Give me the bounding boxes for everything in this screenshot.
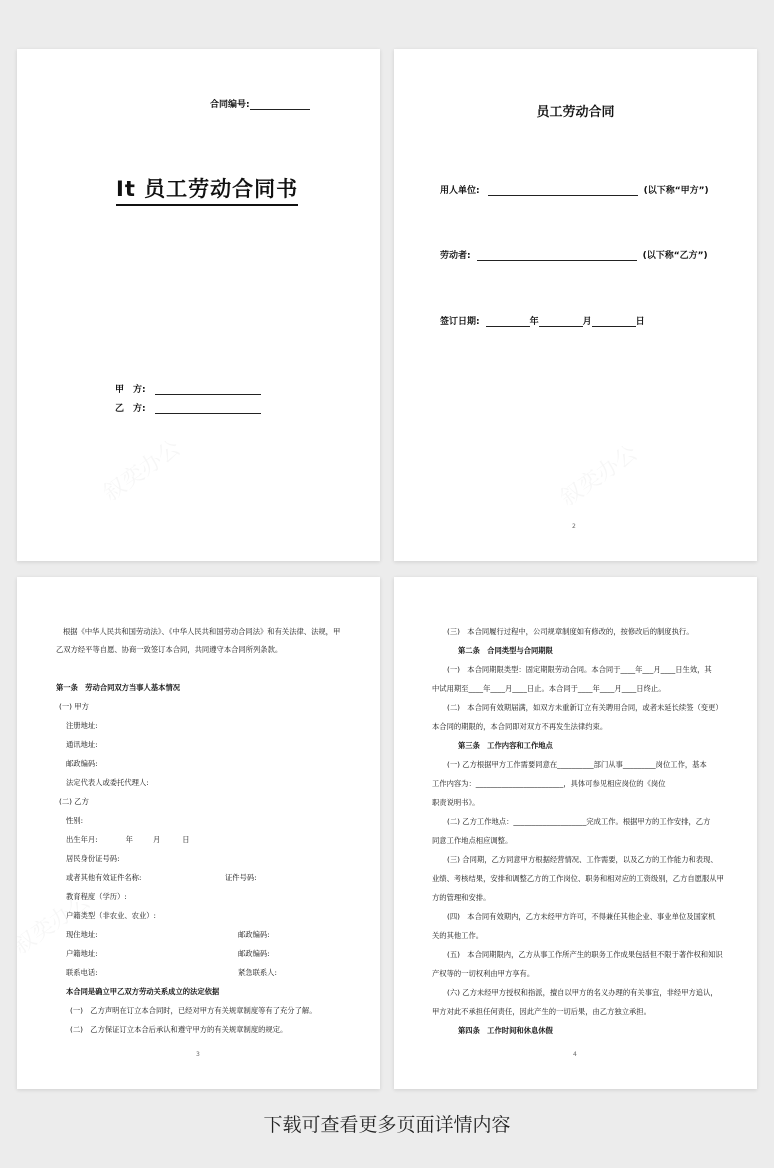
party-b-blank [155, 403, 261, 414]
cover-page [17, 49, 380, 561]
content-page-4 [394, 577, 757, 1089]
p4-line-1: (三) 本合同履行过程中，公司规章制度如有修改的，按修改后的制度执行。 [447, 627, 694, 636]
p4-line-6b: 业绩、考核结果，安排和调整乙方的工作岗位、职务和相对应的工资级别，乙方自愿服从甲 [432, 874, 724, 883]
postcode-label: 邮政编码: [66, 759, 98, 768]
article-1-heading: 第一条 劳动合同双方当事人基本情况 [56, 683, 181, 692]
year-blank [486, 316, 530, 327]
phone-label: 联系电话: [66, 968, 98, 977]
employer-row [440, 183, 709, 196]
birth-row [66, 835, 190, 844]
contract-title: 员工劳动合同 [536, 105, 615, 120]
article-2-heading: 第二条 合同类型与合同期限 [458, 646, 553, 655]
article-4-heading: 第四条 工作时间和休息休假 [458, 1026, 553, 1035]
hukou-postcode-label: 邮政编码: [238, 949, 270, 958]
p4-line-5b: 同意工作地点相应调整。 [432, 836, 513, 845]
current-postcode-label: 邮政编码: [238, 930, 270, 939]
p4-line-2a: (一) 本合同期限类型：固定期限劳动合同。本合同于____年___月____日生效，其 [447, 665, 712, 674]
birth-day: 日 [182, 835, 190, 844]
p4-line-9a: (六) 乙方未经甲方授权和指派，擅自以甲方的名义办理的有关事宜，非经甲方追认， [447, 988, 718, 997]
employer-suffix: (以下称“甲方”) [643, 186, 709, 196]
p4-line-2b: 中试用期至____年____月____日止。本合同于____年____月____日终止。 [432, 684, 666, 693]
sign-date-label: 签订日期: [440, 317, 480, 327]
contract-number-row [210, 97, 310, 110]
p4-line-8a: (五) 本合同期限内，乙方从事工作所产生的职务工作成果包括但不限于著作权和知识 [447, 950, 723, 959]
p4-line-7a: (四) 本合同有效期内，乙方未经甲方许可，不得兼任其他企业、事业单位及国家机 [447, 912, 716, 921]
employer-label: 用人单位: [440, 186, 480, 196]
emergency-contact-label: 紧急联系人: [238, 968, 277, 977]
party-a-row [115, 382, 261, 395]
p4-line-4a: (一) 乙方根据甲方工作需要同意在__________部门从事_________岗位工作，基本 [447, 760, 707, 769]
birth-month: 月 [152, 835, 161, 844]
party-a-heading: (一) 甲方 [59, 702, 89, 711]
worker-blank [477, 250, 637, 261]
clause-2: (二) 乙方保证订立本合后承认和遵守甲方的有关规章制度的规定。 [70, 1025, 288, 1034]
article-3-heading: 第三条 工作内容和工作地点 [458, 741, 553, 750]
content-page-3 [17, 577, 380, 1089]
party-b-heading: (二) 乙方 [59, 797, 89, 806]
clause-1: (一) 乙方声明在订立本合同时，已经对甲方有关规章制度等有了充分了解。 [70, 1006, 317, 1015]
page-number: 4 [573, 1051, 577, 1058]
p4-line-3b: 本合同的期限的，本合同即对双方不再发生法律约束。 [432, 722, 608, 731]
day-blank [592, 316, 636, 327]
other-cert-label: 或者其他有效证件名称: [66, 873, 142, 882]
page-number: 2 [572, 523, 576, 530]
year-label: 年 [529, 317, 539, 327]
mailing-address-label: 通讯地址: [66, 740, 98, 749]
current-address-label: 现住地址: [66, 930, 98, 939]
hukou-address-label: 户籍地址: [66, 949, 98, 958]
birth-year: 年 [125, 835, 133, 844]
month-blank [539, 316, 583, 327]
birth-label: 出生年月: [66, 835, 98, 844]
p4-line-4b: 工作内容为：________________________，具体可参见相应岗位的《岗位 [432, 779, 666, 788]
p4-line-7b: 关的其他工作。 [432, 931, 484, 940]
intro-line-1: 根据《中华人民共和国劳动法》、《中华人民共和国劳动合同法》和有关法律、法规，甲 [63, 627, 341, 636]
legal-basis-heading: 本合同是确立甲乙双方劳动关系成立的法定依据 [66, 987, 220, 996]
p4-line-9b: 甲方对此不承担任何责任，因此产生的一切后果，由乙方独立承担。 [432, 1007, 651, 1016]
cover-title: It 员工劳动合同书 [116, 173, 298, 206]
p4-line-3a: (二) 本合同有效期届满，如双方未重新订立有关聘用合同，或者未延长续签（变更） [447, 703, 723, 712]
title-page [394, 49, 757, 561]
registered-address-label: 注册地址: [66, 721, 98, 730]
id-number-label: 居民身份证号码: [66, 854, 120, 863]
month-label: 月 [582, 317, 592, 327]
contract-number-blank [250, 100, 310, 110]
p4-line-6c: 方的管理和安排。 [432, 893, 491, 902]
hukou-type-label: 户籍类型（非农业、农业）: [66, 911, 157, 920]
worker-suffix: (以下称“乙方”) [642, 251, 708, 261]
party-b-row [115, 401, 261, 414]
p4-line-4c: 职责说明书》。 [432, 798, 480, 807]
download-caption: 下载可查看更多页面详情内容 [263, 1114, 511, 1136]
worker-row [440, 248, 708, 261]
intro-line-2: 乙双方经平等自愿、协商一致签订本合同，共同遵守本合同所列条款。 [56, 645, 283, 654]
party-a-label: 甲 方: [115, 385, 146, 395]
education-label: 教育程度（学历）: [66, 892, 127, 901]
watermark [553, 437, 643, 513]
day-label: 日 [635, 317, 645, 327]
party-a-blank [155, 384, 261, 395]
gender-label: 性别: [66, 816, 84, 825]
worker-label: 劳动者: [440, 251, 471, 261]
page-number: 3 [196, 1051, 200, 1058]
cert-number-label: 证件号码: [225, 873, 257, 882]
p4-line-6a: (三) 合同期，乙方同意甲方根据经营情况、工作需要，以及乙方的工作能力和表现、 [447, 855, 718, 864]
watermark [96, 432, 186, 508]
p4-line-8b: 产权等的一切权利由甲方享有。 [432, 969, 535, 978]
employer-blank [488, 185, 638, 196]
p4-line-5a: (二) 乙方工作地点：____________________完成工作。根据甲方的工作安排，乙方 [447, 817, 711, 826]
sign-date-row [440, 314, 645, 327]
legal-rep-label: 法定代表人或委托代理人: [66, 778, 149, 787]
party-b-label: 乙 方: [115, 404, 146, 414]
contract-number-label: 合同编号: [210, 100, 250, 110]
